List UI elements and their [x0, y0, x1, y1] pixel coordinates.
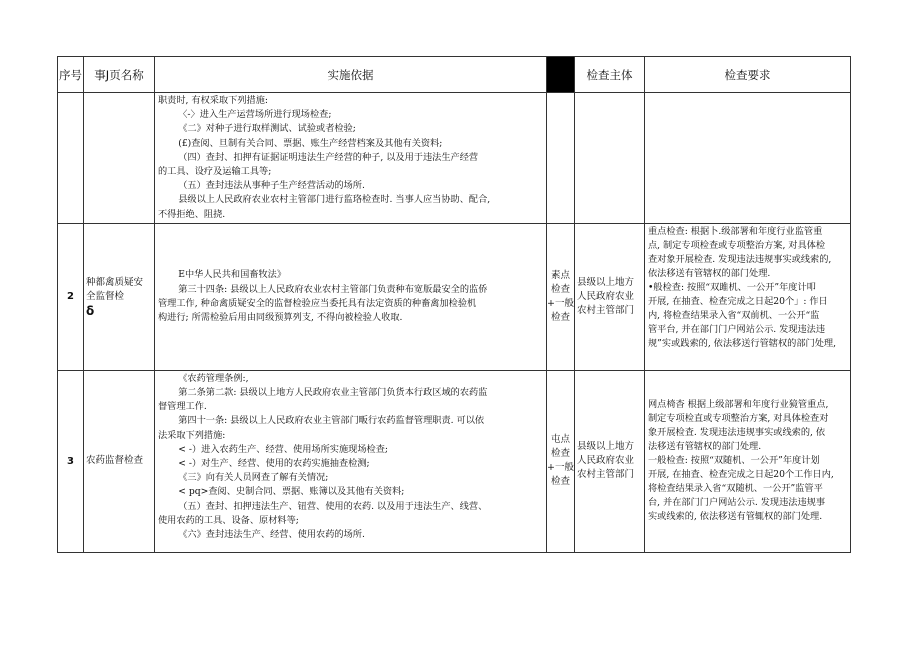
req-line: 将检査结果录入省“双随机、一公开”监管平	[648, 483, 823, 495]
subject-line: 县级以上地方	[577, 441, 635, 453]
req-line: 制定专项检直或专项整治方案, 对具体检查对	[648, 413, 829, 425]
basis-line: 《农药管理条例:,	[178, 372, 249, 384]
subject-line: 农村主管部门	[577, 304, 635, 316]
header-name: 事J页名称	[84, 57, 155, 93]
row-requirements	[645, 93, 851, 224]
row-basis	[155, 93, 547, 224]
basis-line: （五）查封、扣押违法生产、钮营、使用的农药. 以及用于违法生产、线营、	[178, 500, 488, 512]
basis-line: 法采取下列措施:	[158, 429, 226, 441]
row-seq	[58, 93, 84, 224]
req-line: 管平台, 并在部门门户网站公示. 发现违法违	[648, 323, 826, 335]
subject-line: 人民政府农业	[577, 455, 635, 467]
mode-line: 检查	[550, 448, 570, 460]
basis-line: 使用农药的工具、设备、原材料等;	[158, 514, 299, 526]
req-line: 查对象开展检查. 发现违法违规事实或线索的,	[648, 253, 832, 265]
req-line: 台, 并在部门门户网站公示. 发现违法违规事	[648, 497, 826, 509]
basis-line: 构进行; 所需检验后用由同级预算列支, 不得向被检验人收取.	[158, 312, 403, 324]
row-basis	[155, 370, 547, 552]
header-requirements: 检查要求	[645, 57, 851, 93]
basis-line: (£)查阅、旦制有关合同、票据、账生产经营档案及其他有关资料;	[178, 137, 443, 149]
req-line: 象开展检査. 发现违法违规事实或线索的, 依	[648, 427, 826, 439]
req-line: 一般检查: 按照“双随机、一公开”年度计划	[648, 455, 820, 467]
req-line: 内, 将检查结果录入省“双前机、一公开“监	[648, 309, 820, 321]
row-name	[84, 93, 155, 224]
row-subject	[575, 223, 645, 370]
header-mode-black-cell	[547, 57, 575, 93]
subject-line: 县级以上地方	[577, 276, 635, 288]
row-mode	[547, 93, 575, 224]
mode-line: 检查	[550, 476, 570, 488]
req-line: 法移送有管辖权的部门处理.	[648, 441, 762, 453]
mode-line: 检查	[550, 311, 570, 323]
row-name	[84, 223, 155, 370]
header-basis: 实施依据	[155, 57, 547, 93]
basis-line: < pq>查阅、史制合同、票据、账簿以及其他有关资料;	[178, 486, 405, 498]
basis-line: < -）对生产、经营、使用的农药实施抽查检测;	[178, 458, 370, 470]
req-line: 开展, 在抽査、检查完成之日起20个工作日内,	[648, 469, 834, 481]
basis-line: 第四十一条: 县级以上人民政府农业主管部门畈行农药监督管理职责. 可以依	[178, 415, 485, 427]
table-row	[58, 93, 851, 224]
subject-line: 农村主管部门	[577, 469, 635, 481]
basis-line: 不得拒绝、阻挠.	[158, 208, 226, 220]
row-basis	[155, 223, 547, 370]
basis-line: 《二》对种子进行取样测试、试验或者检验;	[178, 123, 356, 135]
basis-line: 第二条第二款: 县级以上地方人民政府农业主管部门负货本行政区域的农药监	[178, 387, 488, 399]
header-seq: 序号	[58, 57, 84, 93]
table-row	[58, 223, 851, 370]
row-mode	[547, 223, 575, 370]
req-line: 点, 制定专项检查或专项整治方案, 对具体检	[648, 239, 826, 251]
req-line: •般检查: 按照“双雎机、一公开”年度计叩	[648, 281, 816, 293]
name-line: 种都禽质疑安	[86, 276, 144, 288]
row-requirements	[645, 223, 851, 370]
req-line: 开展, 在抽査、检查完成之日起20个」: 作日	[648, 295, 828, 307]
req-line: 网点椅杳 根据上级部署和年度行业獍管重点,	[648, 399, 829, 411]
mode-line: 检查	[550, 283, 570, 295]
row-mode	[547, 370, 575, 552]
row-subject	[575, 370, 645, 552]
mode-line: +一般	[547, 297, 574, 309]
row-requirements	[645, 370, 851, 552]
header-row	[58, 57, 851, 93]
basis-line: < -）进入农药生产、经营、使用场所实施现场检查;	[178, 443, 388, 455]
basis-line: 〈-〉进入生产运营场所进行现场检查;	[178, 109, 332, 121]
mode-line: 素点	[550, 269, 570, 281]
basis-line: （四）查封、扣押有证据证明违法生产经营的种子, 以及用于违法生产经营	[178, 151, 479, 163]
header-subject: 检查主体	[575, 57, 645, 93]
row-seq: 2	[58, 223, 84, 370]
row-name	[84, 370, 155, 552]
req-line: 规”实或践索的, 依法移送行管辖权的部门处理,	[648, 337, 837, 349]
row-subject	[575, 93, 645, 224]
basis-line: 《六》查封违法生产、经营、使用农药的场所.	[178, 529, 365, 541]
basis-line: 督管理工作.	[158, 401, 207, 413]
basis-line: 职责时, 有权采取下列措施:	[158, 95, 268, 106]
table-row	[58, 370, 851, 552]
name-line: 农药监督检查	[86, 455, 144, 467]
basis-line: 管理工作, 种命禽质疑安全的监督检验应当委托具有法定资质的种畜禽加检验机	[158, 297, 477, 309]
name-line: 全监督检	[86, 290, 125, 302]
basis-line: 第三十四条: 县级以上人民政府农业农村主管部门负责种布宽版最安全的监侨	[178, 283, 488, 295]
req-line: 实或线索的, 依法移送有管辄权的部门处理.	[648, 511, 823, 523]
mode-line: 屯点	[550, 434, 570, 446]
name-line: δ	[86, 303, 95, 318]
req-line: 依法移送有管辖权的部门处理.	[648, 267, 771, 279]
basis-line: 县级以上人民政府农业农村主管部门进行监珞检查时. 当事人应当协助、配合,	[178, 194, 491, 206]
basis-line: 《三》向有关人员网查了解有关情况;	[178, 472, 329, 484]
req-line: 重点检查: 根据卜.级部署和年度行业监管重	[648, 225, 823, 237]
mode-line: +一般	[547, 462, 574, 474]
inspection-table	[57, 56, 851, 553]
basis-line: E中华人民共和国畜牧法》	[178, 269, 287, 281]
row-seq: 3	[58, 370, 84, 552]
subject-line: 人民政府农业	[577, 290, 635, 302]
basis-line: 的工具、设疗及运输工具等;	[158, 166, 272, 178]
basis-line: （五）查封违法从事种子生产经营活动的场所.	[178, 180, 365, 192]
document-page	[57, 56, 850, 553]
